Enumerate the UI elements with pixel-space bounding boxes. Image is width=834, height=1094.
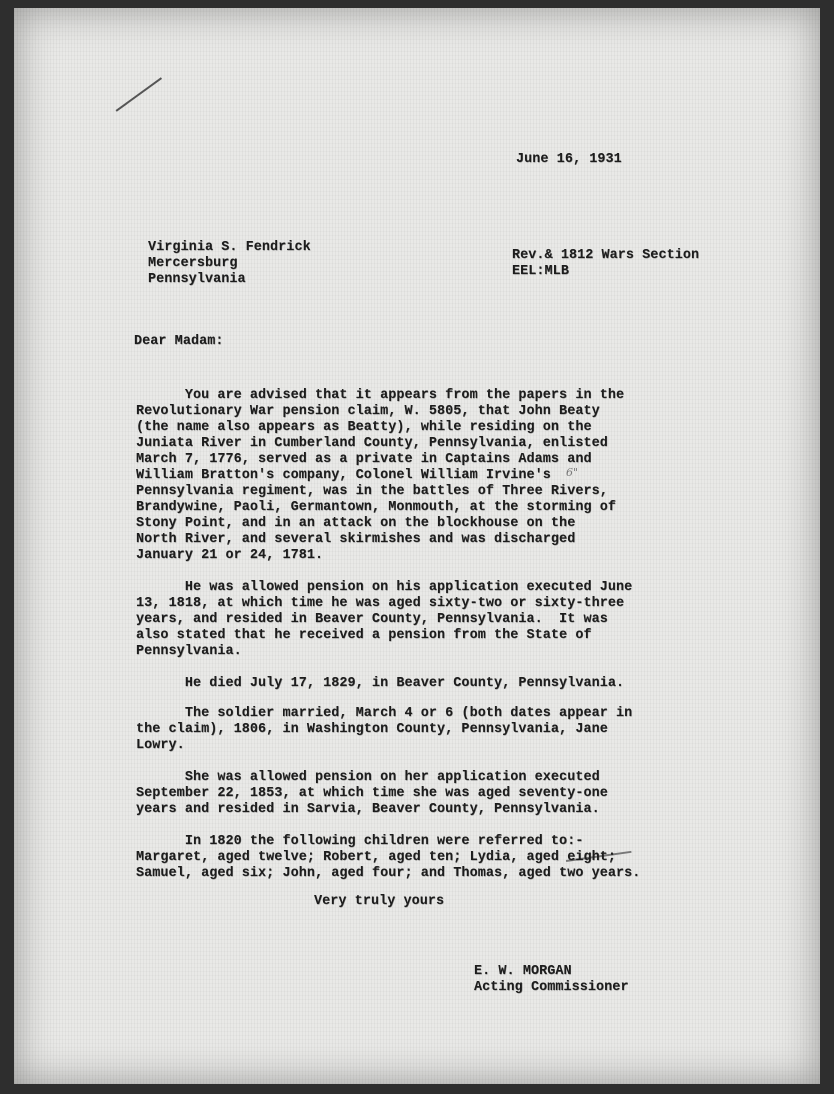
body-line: years, and resided in Beaver County, Pennsylvania. It was	[136, 612, 608, 627]
body-line: Revolutionary War pension claim, W. 5805, that John Beaty	[136, 404, 600, 419]
body-line: North River, and several skirmishes and was discharged	[136, 532, 576, 547]
reference-code: EEL:MLB	[512, 264, 569, 279]
letter-date: June 16, 1931	[516, 152, 622, 167]
body-line: Juniata River in Cumberland County, Pennsylvania, enlisted	[136, 436, 608, 451]
body-line: also stated that he received a pension from the State of	[136, 628, 592, 643]
closing: Very truly yours	[314, 894, 445, 909]
pen-stroke-mark	[116, 77, 162, 111]
recipient-name: Virginia S. Fendrick	[148, 240, 311, 255]
body-line: September 22, 1853, at which time she was aged seventy-one	[136, 786, 608, 801]
body-line: 13, 1818, at which time he was aged sixty-two or sixty-three	[136, 596, 625, 611]
reference-section: Rev.& 1812 Wars Section	[512, 248, 700, 263]
salutation: Dear Madam:	[134, 334, 224, 349]
body-line: Samuel, aged six; John, aged four; and Thomas, aged two years.	[136, 866, 641, 881]
body-line: the claim), 1806, in Washington County, Pennsylvania, Jane	[136, 722, 608, 737]
body-line: You are advised that it appears from the papers in the	[136, 388, 625, 403]
body-line: Stony Point, and in an attack on the blockhouse on the	[136, 516, 576, 531]
body-line: Brandywine, Paoli, Germantown, Monmouth, at the storming of	[136, 500, 617, 515]
signatory-title: Acting Commissioner	[474, 980, 629, 995]
margin-annotation: 6"	[566, 466, 579, 479]
recipient-state: Pennsylvania	[148, 272, 246, 287]
body-line: Lowry.	[136, 738, 185, 753]
body-line: March 7, 1776, served as a private in Captains Adams and	[136, 452, 592, 467]
body-line: She was allowed pension on her application executed	[136, 770, 600, 785]
body-line: Pennsylvania.	[136, 644, 242, 659]
body-line: Margaret, aged twelve; Robert, aged ten; Lydia, aged eight;	[136, 850, 617, 865]
body-line: He died July 17, 1829, in Beaver County, Pennsylvania.	[136, 676, 625, 691]
body-line: years and resided in Sarvia, Beaver County, Pennsylvania.	[136, 802, 600, 817]
body-line: The soldier married, March 4 or 6 (both dates appear in	[136, 706, 633, 721]
body-line: Pennsylvania regiment, was in the battles of Three Rivers,	[136, 484, 608, 499]
signatory-name: E. W. MORGAN	[474, 964, 572, 979]
body-line: (the name also appears as Beatty), while residing on the	[136, 420, 592, 435]
letter-sheet	[14, 8, 820, 1084]
recipient-town: Mercersburg	[148, 256, 238, 271]
body-line: William Bratton's company, Colonel William Irvine's	[136, 468, 551, 483]
body-line: He was allowed pension on his application executed June	[136, 580, 633, 595]
body-line: In 1820 the following children were referred to:-	[136, 834, 584, 849]
body-line: January 21 or 24, 1781.	[136, 548, 324, 563]
